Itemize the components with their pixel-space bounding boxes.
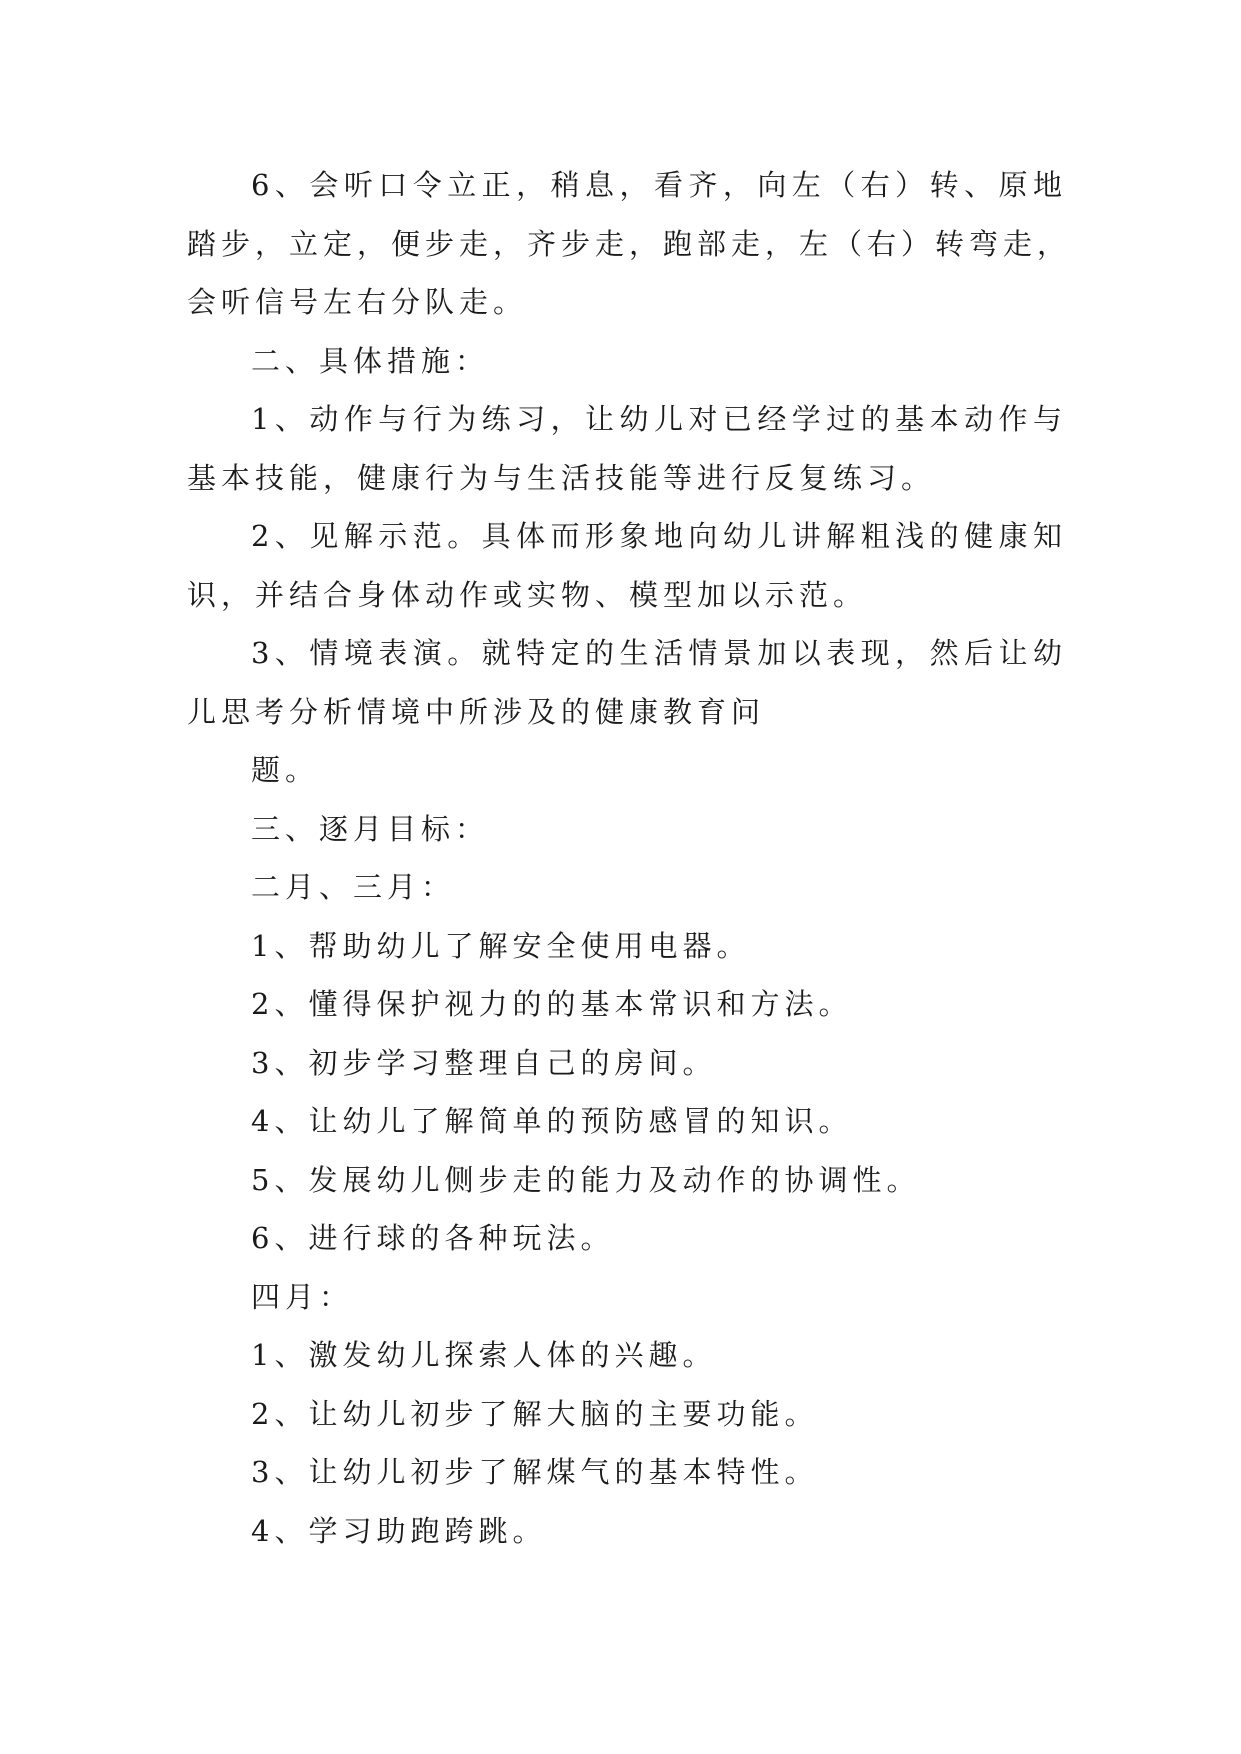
paragraph-line: 1、动作与行为练习，让幼儿对已经学过的基本动作与 [251, 402, 1067, 436]
paragraph-line: 6、会听口令立正，稍息，看齐，向左（右）转、原地 [251, 168, 1067, 202]
list-item: 1、帮助幼儿了解安全使用电器。 [251, 928, 751, 963]
paragraph-line: 2、见解示范。具体而形象地向幼儿讲解粗浅的健康知 [251, 519, 1067, 553]
section-heading: 三、逐月目标： [251, 811, 490, 846]
paragraph-line: 题。 [251, 753, 320, 787]
paragraph-line: 会听信号左右分队走。 [187, 285, 528, 319]
list-item: 2、让幼儿初步了解大脑的主要功能。 [251, 1396, 819, 1431]
paragraph-line: 3、情境表演。就特定的生活情景加以表现，然后让幼 [251, 636, 1067, 670]
subsection-heading: 四月： [251, 1279, 354, 1314]
paragraph-line: 踏步，立定，便步走，齐步走，跑部走，左（右）转弯走， [187, 226, 1072, 261]
subsection-heading: 二月、三月： [251, 870, 456, 904]
list-item: 4、让幼儿了解简单的预防感冒的知识。 [251, 1104, 853, 1138]
list-item: 2、懂得保护视力的的基本常识和方法。 [251, 987, 853, 1021]
list-item: 6、进行球的各种玩法。 [251, 1221, 615, 1255]
list-item: 3、初步学习整理自己的房间。 [251, 1045, 717, 1080]
list-item: 3、让幼儿初步了解煤气的基本特性。 [251, 1455, 819, 1489]
paragraph-line: 基本技能，健康行为与生活技能等进行反复练习。 [187, 460, 936, 495]
paragraph-line: 识，并结合身体动作或实物、模型加以示范。 [187, 577, 868, 612]
section-heading: 二、具体措施： [251, 343, 490, 378]
list-item: 1、激发幼儿探索人体的兴趣。 [251, 1338, 717, 1372]
paragraph-line: 儿思考分析情境中所涉及的健康教育问 [187, 694, 766, 729]
list-item: 5、发展幼儿侧步走的能力及动作的协调性。 [251, 1162, 921, 1197]
list-item: 4、学习助跑跨跳。 [251, 1513, 547, 1548]
document-body [187, 156, 1072, 1560]
